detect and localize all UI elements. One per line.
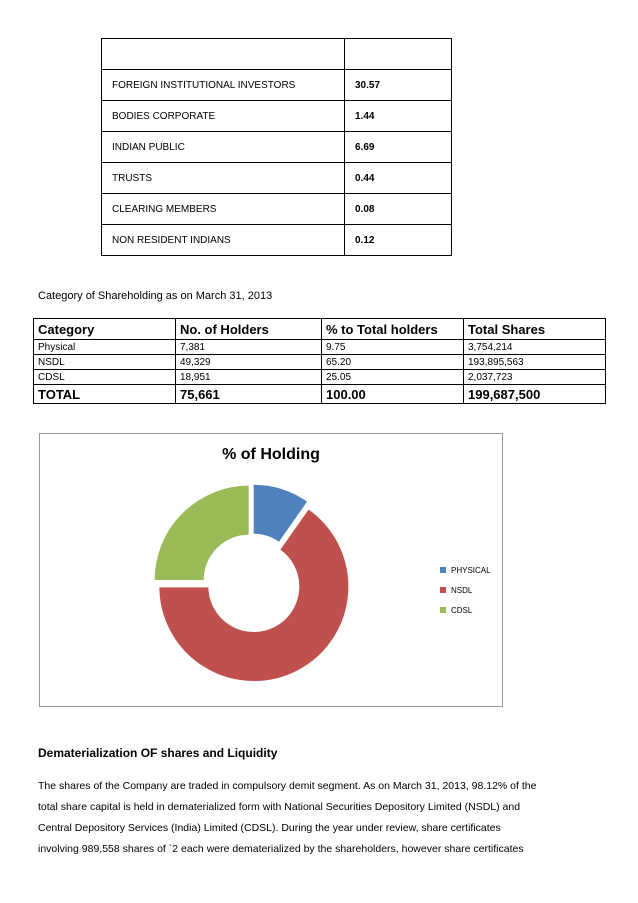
paragraph-line: involving 989,558 shares of `2 each were dematerialized by the shareholders, however share certificates [38,843,524,855]
table-cell: 3,754,214 [464,340,606,355]
row-value: 30.57 [345,70,452,101]
table-row [102,163,452,194]
row-value [345,39,452,70]
table-cell: 7,381 [176,340,322,355]
table-cell: 75,661 [176,385,322,404]
legend-label: CDSL [451,605,473,615]
table-row [102,225,452,256]
row-label: CLEARING MEMBERS [102,194,345,225]
table-cell: Physical [34,340,176,355]
table-cell: CDSL [34,370,176,385]
section-paragraph [38,776,603,860]
row-value: 0.08 [345,194,452,225]
table-row [102,101,452,132]
table-cell: 199,687,500 [464,385,606,404]
chart-title: % of Holding [222,446,320,463]
legend-label: NSDL [451,585,473,595]
table-cell: TOTAL [34,385,176,404]
table-total-row [34,385,606,404]
row-value: 0.44 [345,163,452,194]
table-cell: 100.00 [322,385,464,404]
table-row [102,39,452,70]
table-cell: 49,329 [176,355,322,370]
legend-swatch-nsdl [440,587,446,593]
column-header: % to Total holders [322,319,464,340]
table-cell: NSDL [34,355,176,370]
row-value: 1.44 [345,101,452,132]
row-label: FOREIGN INSTITUTIONAL INVESTORS [102,70,345,101]
legend-swatch-physical [440,567,446,573]
row-label: INDIAN PUBLIC [102,132,345,163]
legend-item [440,560,491,580]
category-caption: Category of Shareholding as on March 31, 2013 [38,290,273,302]
section-title: Dematerialization OF shares and Liquidity [38,746,278,760]
row-value: 0.12 [345,225,452,256]
chart-legend [440,560,491,620]
table-row [102,194,452,225]
table-row [34,370,606,385]
table-row [34,355,606,370]
donut-slice-cdsl [154,485,249,580]
table-cell: 25.05 [322,370,464,385]
column-header: No. of Holders [176,319,322,340]
table-header-row [34,319,606,340]
row-label [102,39,345,70]
column-header: Category [34,319,176,340]
paragraph-line: total share capital is held in dematerialized form with National Securities Depository Limited (NSDL) and [38,801,521,813]
table-cell: 193,895,563 [464,355,606,370]
table-cell: 65.20 [322,355,464,370]
row-label: TRUSTS [102,163,345,194]
paragraph-line: The shares of the Company are traded in compulsory demit segment. As on March 31, 2013, 98.12% of the [38,780,537,792]
category-shareholding-table [33,318,606,404]
legend-swatch-cdsl [440,607,446,613]
legend-item [440,580,491,600]
legend-item [440,600,491,620]
holding-chart [39,433,503,707]
row-label: BODIES CORPORATE [102,101,345,132]
table-row [102,132,452,163]
table-cell: 9.75 [322,340,464,355]
row-label: NON RESIDENT INDIANS [102,225,345,256]
table-cell: 18,951 [176,370,322,385]
column-header: Total Shares [464,319,606,340]
table-cell: 2,037,723 [464,370,606,385]
row-value: 6.69 [345,132,452,163]
table-row [102,70,452,101]
table-row [34,340,606,355]
donut-chart [40,434,502,706]
legend-label: PHYSICAL [451,565,491,575]
paragraph-line: Central Depository Services (India) Limited (CDSL). During the year under review, share certificates [38,822,501,834]
shareholding-percent-table [101,38,452,256]
